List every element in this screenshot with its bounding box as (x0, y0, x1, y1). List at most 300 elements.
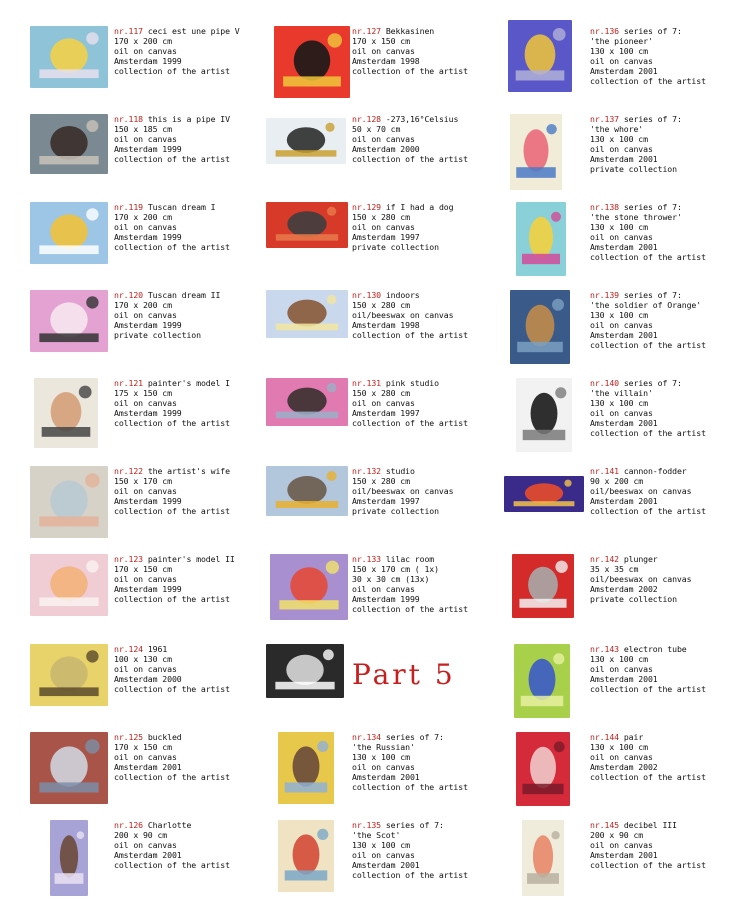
caption-title-line (352, 554, 468, 564)
caption-detail-line: 35 x 35 cm (590, 564, 639, 574)
catalog-number: nr.138 (590, 202, 619, 212)
artwork-title: series of 7: (623, 290, 682, 300)
caption-detail-line: oil on canvas (352, 222, 415, 232)
artwork-title: lilac room (385, 554, 435, 564)
artwork-entry (266, 466, 506, 546)
caption-detail-line: oil on canvas (114, 222, 177, 232)
caption-detail-line: oil on canvas (590, 752, 653, 762)
artwork-title: pink studio (385, 378, 439, 388)
caption-detail-line: 150 x 280 cm (352, 388, 410, 398)
caption-detail-line: 130 x 100 cm (590, 742, 648, 752)
caption-detail-line: oil on canvas (352, 850, 415, 860)
caption-detail-line: collection of the artist (114, 506, 230, 516)
catalog-number: nr.134 (352, 732, 381, 742)
artwork-entry (30, 466, 270, 546)
caption-detail-line: collection of the artist (590, 76, 706, 86)
caption-detail-line: oil on canvas (114, 752, 177, 762)
caption-detail-line: 130 x 100 cm (590, 46, 648, 56)
caption-title-line (590, 644, 706, 654)
caption-detail-line: collection of the artist (352, 330, 468, 340)
caption-detail-line: 170 x 150 cm (352, 36, 410, 46)
artwork-title: if I had a dog (385, 202, 454, 212)
artwork-entry (504, 26, 744, 106)
artwork-title: studio (385, 466, 415, 476)
artwork-caption (114, 114, 230, 164)
catalog-number: nr.137 (590, 114, 619, 124)
artwork-entry (266, 290, 506, 370)
caption-detail-line: Amsterdam 1997 (352, 232, 420, 242)
caption-detail-line: Amsterdam 1999 (114, 584, 182, 594)
artwork-title: Charlotte (147, 820, 192, 830)
artwork-entry (504, 290, 744, 370)
artwork-thumbnail (512, 554, 574, 618)
caption-detail-line: collection of the artist (590, 428, 706, 438)
artwork-entry (266, 114, 506, 194)
caption-title-line (590, 290, 706, 300)
artwork-caption (352, 466, 453, 516)
artwork-thumbnail (30, 202, 108, 264)
caption-title-line (590, 820, 706, 830)
caption-detail-line: 'the Scot' (352, 830, 401, 840)
artwork-caption (590, 378, 706, 438)
caption-detail-line: oil on canvas (352, 584, 415, 594)
artwork-caption (114, 732, 230, 782)
caption-detail-line: Amsterdam 1998 (352, 320, 420, 330)
caption-detail-line: 'the pioneer' (590, 36, 653, 46)
caption-title-line (590, 114, 682, 124)
caption-detail-line: Amsterdam 2001 (352, 772, 420, 782)
artwork-title: painter's model II (147, 554, 235, 564)
artwork-entry (266, 202, 506, 282)
artwork-entry (30, 202, 270, 282)
caption-detail-line: 150 x 280 cm (352, 476, 410, 486)
artwork-title: the artist's wife (147, 466, 230, 476)
catalog-number: nr.127 (352, 26, 381, 36)
caption-detail-line: Amsterdam 2001 (114, 762, 182, 772)
caption-detail-line: 170 x 150 cm (114, 742, 172, 752)
artwork-caption (352, 732, 468, 792)
catalog-number: nr.139 (590, 290, 619, 300)
caption-detail-line: 170 x 200 cm (114, 36, 172, 46)
caption-detail-line: Amsterdam 1997 (352, 408, 420, 418)
caption-detail-line: oil on canvas (352, 134, 415, 144)
caption-detail-line: oil on canvas (114, 398, 177, 408)
caption-detail-line: Amsterdam 2001 (590, 154, 658, 164)
caption-detail-line: collection of the artist (352, 782, 468, 792)
artwork-thumbnail (270, 554, 348, 620)
artwork-entry (266, 554, 506, 634)
caption-detail-line: collection of the artist (114, 66, 230, 76)
artwork-entry (266, 26, 506, 106)
catalog-number: nr.144 (590, 732, 619, 742)
artwork-entry (30, 378, 270, 458)
artwork-caption (590, 26, 706, 86)
catalog-number: nr.132 (352, 466, 381, 476)
caption-detail-line: 'the Russian' (352, 742, 415, 752)
caption-detail-line: collection of the artist (590, 252, 706, 262)
caption-detail-line: Amsterdam 2000 (114, 674, 182, 684)
catalog-number: nr.121 (114, 378, 143, 388)
artwork-caption (590, 466, 706, 516)
artwork-caption (114, 378, 230, 428)
artwork-thumbnail (34, 378, 98, 448)
artwork-entry (30, 290, 270, 370)
artwork-title: this is a pipe IV (147, 114, 230, 124)
caption-detail-line: Amsterdam 2001 (590, 330, 658, 340)
artwork-thumbnail (30, 644, 108, 706)
artwork-entry (504, 202, 744, 282)
artwork-caption (352, 114, 468, 164)
caption-detail-line: Amsterdam 2001 (590, 674, 658, 684)
caption-detail-line: oil/beeswax on canvas (590, 486, 692, 496)
caption-detail-line: 130 x 100 cm (352, 752, 410, 762)
artwork-caption (352, 820, 468, 880)
caption-detail-line: Amsterdam 1999 (114, 232, 182, 242)
caption-title-line (114, 378, 230, 388)
artwork-caption (590, 114, 682, 174)
artwork-caption (114, 466, 230, 516)
caption-detail-line: Amsterdam 2002 (590, 762, 658, 772)
caption-detail-line: private collection (590, 594, 677, 604)
catalog-number: nr.125 (114, 732, 143, 742)
catalog-number: nr.135 (352, 820, 381, 830)
caption-detail-line: private collection (352, 506, 439, 516)
caption-detail-line: Amsterdam 2001 (590, 850, 658, 860)
caption-detail-line: 100 x 130 cm (114, 654, 172, 664)
caption-title-line (114, 554, 235, 564)
caption-detail-line: oil/beeswax on canvas (352, 486, 454, 496)
caption-detail-line: Amsterdam 1999 (114, 56, 182, 66)
catalog-number: nr.130 (352, 290, 381, 300)
caption-detail-line: oil/beeswax on canvas (590, 574, 692, 584)
artwork-entry (504, 114, 744, 194)
caption-detail-line: Amsterdam 1999 (114, 144, 182, 154)
artwork-thumbnail (514, 644, 570, 718)
caption-title-line (114, 644, 230, 654)
artwork-entry (30, 732, 270, 812)
artwork-thumbnail (510, 114, 562, 190)
artwork-caption (352, 378, 468, 428)
caption-detail-line: Amsterdam 2002 (590, 584, 658, 594)
caption-title-line (114, 202, 230, 212)
caption-detail-line: private collection (114, 330, 201, 340)
catalog-number: nr.143 (590, 644, 619, 654)
caption-detail-line: oil on canvas (590, 56, 653, 66)
artwork-title: series of 7: (623, 26, 682, 36)
artwork-entry (504, 732, 744, 812)
artwork-title: painter's model I (147, 378, 230, 388)
caption-detail-line: 150 x 170 cm (114, 476, 172, 486)
artwork-title: cannon-fodder (623, 466, 687, 476)
artwork-title: series of 7: (385, 732, 444, 742)
caption-detail-line: oil on canvas (590, 232, 653, 242)
catalog-number: nr.131 (352, 378, 381, 388)
catalog-number: nr.133 (352, 554, 381, 564)
caption-title-line (114, 26, 240, 36)
catalog-number: nr.124 (114, 644, 143, 654)
artwork-caption (352, 290, 468, 340)
artwork-thumbnail (50, 820, 88, 896)
caption-detail-line: 175 x 150 cm (114, 388, 172, 398)
artwork-title: pair (623, 732, 644, 742)
catalog-number: nr.129 (352, 202, 381, 212)
artwork-title: indoors (385, 290, 420, 300)
caption-title-line (114, 466, 230, 476)
artwork-entry (266, 732, 506, 812)
caption-detail-line: 170 x 150 cm (114, 564, 172, 574)
artwork-entry (504, 820, 744, 900)
caption-title-line (114, 732, 230, 742)
caption-detail-line: 130 x 100 cm (590, 134, 648, 144)
artwork-thumbnail (266, 118, 346, 164)
artwork-title: Bekkasinen (385, 26, 435, 36)
caption-detail-line: Amsterdam 2001 (114, 850, 182, 860)
caption-title-line (352, 290, 468, 300)
caption-detail-line: 130 x 100 cm (352, 840, 410, 850)
caption-detail-line: oil on canvas (114, 840, 177, 850)
caption-detail-line: collection of the artist (114, 594, 230, 604)
catalog-number: nr.118 (114, 114, 143, 124)
catalog-number: nr.141 (590, 466, 619, 476)
caption-detail-line: collection of the artist (352, 418, 468, 428)
artwork-entry (266, 820, 506, 900)
caption-detail-line: collection of the artist (590, 860, 706, 870)
caption-title-line (590, 26, 706, 36)
caption-detail-line: Amsterdam 1997 (352, 496, 420, 506)
artwork-caption (590, 290, 706, 350)
part-title: Part 5 (352, 658, 456, 691)
artwork-entry (504, 466, 744, 546)
artwork-thumbnail (30, 732, 108, 804)
caption-detail-line: Amsterdam 2001 (590, 418, 658, 428)
caption-title-line (352, 202, 453, 212)
artwork-title: series of 7: (623, 114, 682, 124)
artwork-caption (590, 732, 706, 782)
caption-detail-line: oil/beeswax on canvas (352, 310, 454, 320)
caption-detail-line: Amsterdam 2000 (352, 144, 420, 154)
caption-detail-line: oil on canvas (590, 144, 653, 154)
caption-detail-line: Amsterdam 2001 (352, 860, 420, 870)
caption-detail-line: oil on canvas (114, 486, 177, 496)
part-heading-block (266, 644, 506, 724)
caption-detail-line: collection of the artist (114, 860, 230, 870)
caption-title-line (352, 378, 468, 388)
caption-detail-line: oil on canvas (590, 320, 653, 330)
artwork-thumbnail (278, 820, 334, 892)
caption-detail-line: 150 x 170 cm ( 1x) (352, 564, 439, 574)
caption-detail-line: 150 x 280 cm (352, 212, 410, 222)
catalog-number: nr.128 (352, 114, 381, 124)
artwork-title: ceci est une pipe V (147, 26, 240, 36)
caption-detail-line: Amsterdam 1999 (352, 594, 420, 604)
artwork-caption (114, 644, 230, 694)
artwork-thumbnail (522, 820, 564, 896)
caption-detail-line: oil on canvas (352, 46, 415, 56)
caption-detail-line: 200 x 90 cm (590, 830, 644, 840)
caption-title-line (114, 820, 230, 830)
artwork-entry (30, 554, 270, 634)
caption-detail-line: collection of the artist (114, 242, 230, 252)
artwork-caption (352, 202, 453, 252)
caption-detail-line: oil on canvas (114, 46, 177, 56)
artwork-entry (504, 378, 744, 458)
caption-detail-line: 150 x 280 cm (352, 300, 410, 310)
caption-title-line (590, 378, 706, 388)
caption-detail-line: 200 x 90 cm (114, 830, 168, 840)
artwork-title: series of 7: (623, 378, 682, 388)
caption-detail-line: 'the stone thrower' (590, 212, 682, 222)
artwork-caption (590, 644, 706, 694)
caption-detail-line: oil on canvas (590, 840, 653, 850)
catalog-number: nr.140 (590, 378, 619, 388)
artwork-title: Tuscan dream II (147, 290, 221, 300)
artwork-thumbnail (30, 114, 108, 174)
artwork-title: buckled (147, 732, 182, 742)
caption-detail-line: collection of the artist (590, 506, 706, 516)
artwork-thumbnail (516, 202, 566, 276)
caption-title-line (352, 820, 468, 830)
caption-title-line (352, 466, 453, 476)
caption-detail-line: 90 x 200 cm (590, 476, 644, 486)
catalog-number: nr.119 (114, 202, 143, 212)
catalog-number: nr.123 (114, 554, 143, 564)
caption-title-line (114, 290, 220, 300)
caption-detail-line: Amsterdam 2001 (590, 66, 658, 76)
artwork-thumbnail (30, 466, 108, 538)
artwork-caption (352, 26, 468, 76)
caption-detail-line: 130 x 100 cm (590, 398, 648, 408)
caption-detail-line: oil on canvas (114, 574, 177, 584)
artwork-thumbnail (266, 644, 344, 698)
caption-detail-line: oil on canvas (352, 762, 415, 772)
artwork-title: plunger (623, 554, 658, 564)
caption-detail-line: oil on canvas (590, 664, 653, 674)
caption-title-line (590, 202, 706, 212)
caption-detail-line: private collection (590, 164, 677, 174)
caption-detail-line: collection of the artist (114, 684, 230, 694)
caption-detail-line: 'the whore' (590, 124, 644, 134)
caption-detail-line: collection of the artist (590, 340, 706, 350)
catalog-number: nr.136 (590, 26, 619, 36)
artwork-thumbnail (266, 290, 348, 338)
artwork-thumbnail (516, 378, 572, 452)
caption-detail-line: oil on canvas (114, 664, 177, 674)
caption-detail-line: collection of the artist (114, 772, 230, 782)
artwork-thumbnail (274, 26, 350, 98)
caption-title-line (590, 466, 706, 476)
caption-title-line (352, 732, 468, 742)
artwork-title: decibel III (623, 820, 677, 830)
artwork-thumbnail (266, 378, 348, 426)
artwork-caption (590, 554, 691, 604)
caption-detail-line: 150 x 185 cm (114, 124, 172, 134)
artwork-entry (30, 820, 270, 900)
caption-detail-line: Amsterdam 1999 (114, 408, 182, 418)
caption-title-line (590, 554, 691, 564)
artwork-caption (114, 26, 240, 76)
caption-title-line (352, 114, 468, 124)
caption-detail-line: 'the villain' (590, 388, 653, 398)
artwork-caption (114, 820, 230, 870)
artwork-title: 1961 (147, 644, 168, 654)
artwork-caption (590, 202, 706, 262)
artwork-entry (30, 644, 270, 724)
artwork-entry (30, 26, 270, 106)
artwork-title: electron tube (623, 644, 687, 654)
artwork-thumbnail (516, 732, 570, 806)
artwork-entry (504, 644, 744, 724)
caption-detail-line: collection of the artist (352, 66, 468, 76)
caption-detail-line: 130 x 100 cm (590, 222, 648, 232)
artwork-entry (30, 114, 270, 194)
caption-detail-line: collection of the artist (590, 684, 706, 694)
caption-detail-line: private collection (352, 242, 439, 252)
caption-detail-line: Amsterdam 2001 (590, 496, 658, 506)
catalog-number: nr.117 (114, 26, 143, 36)
artwork-thumbnail (508, 20, 572, 92)
caption-detail-line: 50 x 70 cm (352, 124, 401, 134)
artwork-title: series of 7: (385, 820, 444, 830)
caption-detail-line: collection of the artist (114, 418, 230, 428)
artwork-thumbnail (278, 732, 334, 804)
artwork-caption (352, 554, 468, 614)
artwork-thumbnail (30, 554, 108, 616)
caption-detail-line: collection of the artist (114, 154, 230, 164)
caption-detail-line: collection of the artist (352, 604, 468, 614)
artwork-thumbnail (510, 290, 570, 364)
caption-title-line (590, 732, 706, 742)
caption-detail-line: oil on canvas (590, 408, 653, 418)
artwork-entry (504, 554, 744, 634)
caption-detail-line: 170 x 200 cm (114, 212, 172, 222)
caption-detail-line: 30 x 30 cm (13x) (352, 574, 430, 584)
artwork-caption (114, 202, 230, 252)
caption-detail-line: 130 x 100 cm (590, 310, 648, 320)
artwork-caption (114, 554, 235, 604)
artwork-thumbnail (30, 26, 108, 88)
artwork-title: -273,16°Celsius (385, 114, 459, 124)
artwork-thumbnail (30, 290, 108, 352)
catalog-number: nr.145 (590, 820, 619, 830)
artwork-title: series of 7: (623, 202, 682, 212)
artwork-title: Tuscan dream I (147, 202, 216, 212)
caption-detail-line: collection of the artist (352, 870, 468, 880)
caption-detail-line: oil on canvas (352, 398, 415, 408)
catalog-number: nr.126 (114, 820, 143, 830)
caption-detail-line: 130 x 100 cm (590, 654, 648, 664)
catalog-number: nr.122 (114, 466, 143, 476)
caption-title-line (114, 114, 230, 124)
caption-detail-line: 170 x 200 cm (114, 300, 172, 310)
catalog-number: nr.142 (590, 554, 619, 564)
caption-detail-line: Amsterdam 1998 (352, 56, 420, 66)
caption-detail-line: collection of the artist (352, 154, 468, 164)
artwork-entry (266, 378, 506, 458)
caption-detail-line: 'the soldier of Orange' (590, 300, 702, 310)
caption-title-line (352, 26, 468, 36)
caption-detail-line: collection of the artist (590, 772, 706, 782)
caption-detail-line: oil on canvas (114, 310, 177, 320)
caption-detail-line: oil on canvas (114, 134, 177, 144)
artwork-caption (590, 820, 706, 870)
artwork-thumbnail (504, 476, 584, 512)
artwork-thumbnail (266, 202, 348, 248)
caption-detail-line: Amsterdam 1999 (114, 496, 182, 506)
catalog-number: nr.120 (114, 290, 143, 300)
caption-detail-line: Amsterdam 2001 (590, 242, 658, 252)
caption-detail-line: Amsterdam 1999 (114, 320, 182, 330)
artwork-thumbnail (266, 466, 348, 516)
